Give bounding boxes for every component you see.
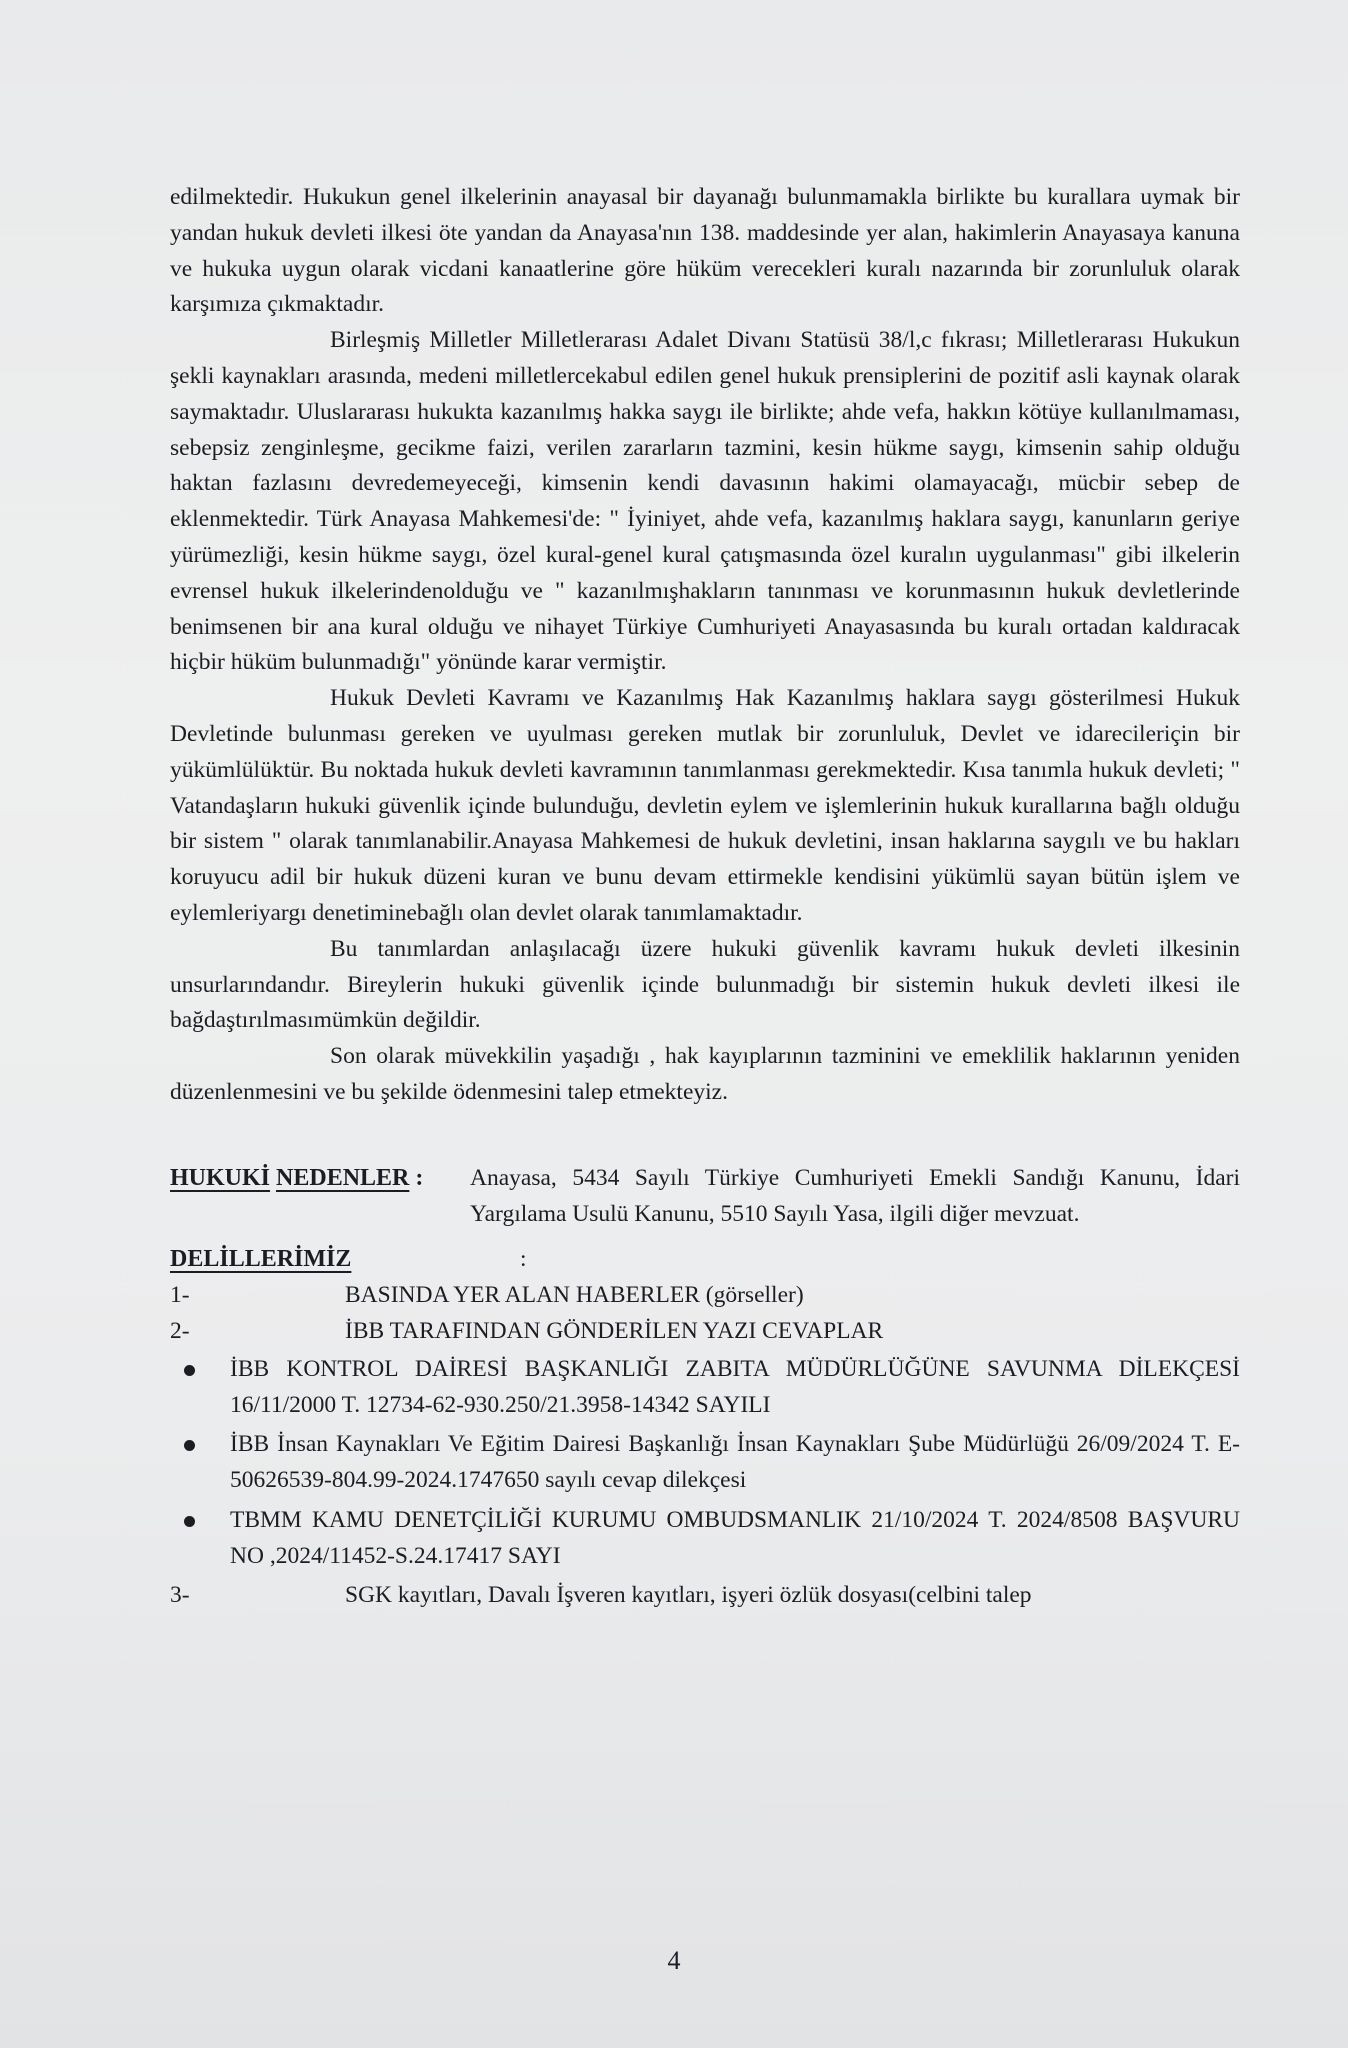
- evidence-item-2: [170, 1314, 1240, 1350]
- paragraph-request: Son olarak müvekkilin yaşadığı , hak kayıplarının tazminini ve emeklilik haklarının yeniden düzenlenmesini ve bu şekilde ödenmesini talep etmekteyiz.: [170, 1043, 1240, 1105]
- paragraph-un-statute: Birleşmiş Milletler Milletlerarası Adalet Divanı Statüsü 38/l,c fıkrası; Milletlerarası Hukukun şekli kaynakları arasında, medeni milletlercekabul edilen genel hukuk prensiplerini de pozitif asli kaynak olarak saymaktadır. Uluslararası hukukta kazanılmış hakka saygı ile birlikte; ahde vefa, hakkın kötüye kullanılmaması, sebepsiz zenginleşme, gecikme faizi, verilen zararların tazmini, kesin hükme saygı, kimsenin sahip olduğu haktan fazlasını devredemeyeceği, kimsenin kendi davasının hakimi olamayacağı, mücbir sebep de eklenmektedir. Türk Anayasa Mahkemesi'de: " İyiniyet, ahde vefa, kazanılmış haklara saygı, kanunların geriye yürümezliği, kesin hükme saygı, özel kural-genel kural çatışmasında özel kuralın uygulanması" gibi ilkelerin evrensel hukuk ilkelerindenolduğu ve " kazanılmışhakların tanınması ve korunmasının hukuk devletlerinde benimsenen bir ana kural olduğu ve nihayet Türkiye Cumhuriyeti Anayasasında bu kuralı ortadan kaldıracak hiçbir hüküm bulunmadığı" yönünde karar vermiştir.: [170, 327, 1240, 676]
- evidence-bullet-item: TBMM KAMU DENETÇİLİĞİ KURUMU OMBUDSMANLIK 21/10/2024 T. 2024/8508 BAŞVURU NO ,2024/11452-S.24.17417 SAYI: [170, 1503, 1240, 1575]
- evidence-item-3: [170, 1578, 1240, 1614]
- evidence-heading: DELİLLERİMİZ: [170, 1246, 352, 1273]
- evidence-heading-row: [170, 1242, 1240, 1278]
- paragraph-legal-security: Bu tanımlardan anlaşılacağı üzere hukuki güvenlik kavramı hukuk devleti ilkesinin unsurlarındandır. Bireylerin hukuki güvenlik içinde bulunmadığı bir sistemin hukuk devleti ilkesi ile bağdaştırılmasımümkün değildir.: [170, 935, 1240, 1034]
- evidence-item-1: [170, 1278, 1240, 1314]
- evidence-item-text: BASINDA YER ALAN HABERLER (görseller): [345, 1282, 804, 1309]
- evidence-item-number: 1-: [170, 1282, 190, 1309]
- bullet-dot-icon: [184, 1365, 195, 1376]
- evidence-item-number: 3-: [170, 1582, 190, 1609]
- evidence-item-text: İBB TARAFINDAN GÖNDERİLEN YAZI CEVAPLAR: [345, 1317, 884, 1344]
- paragraph-rule-of-law: Hukuk Devleti Kavramı ve Kazanılmış Hak Kazanılmış haklara saygı gösterilmesi Hukuk Devletinde bulunması gereken ve uyulması gereken mutlak bir zorunluluk, Devlet ve idarecileriçin bir yükümlülüktür. Bu noktada hukuk devleti kavramının tanımlanması gerekmektedir. Kısa tanımla hukuk devleti; " Vatandaşların hukuki güvenlik içinde bulunduğu, devletin eylem ve işlemlerinin hukuk kurallarına bağlı olduğu bir sistem " olarak tanımlanabilir.Anayasa Mahkemesi de hukuk devletini, insan haklarına saygılı ve bu hakları koruyucu adil bir hukuk düzeni kuran ve bunu devam ettirmekle kendisini yükümlü sayan bütün işlem ve eylemleriyargı denetiminebağlı olan devlet olarak tanımlamaktadır.: [170, 685, 1240, 926]
- evidence-colon: :: [520, 1246, 527, 1273]
- legal-grounds-section: [170, 1161, 1240, 1233]
- evidence-bullet-list: [170, 1352, 1240, 1575]
- evidence-bullet-item: İBB KONTROL DAİRESİ BAŞKANLIĞI ZABITA MÜDÜRLÜĞÜNE SAVUNMA DİLEKÇESİ 16/11/2000 T. 12734-62-930.250/21.3958-14342 SAYILI: [170, 1352, 1240, 1424]
- page-number: 4: [667, 1946, 681, 1975]
- evidence-item-number: 2-: [170, 1317, 190, 1344]
- legal-grounds-heading: HUKUKİ NEDENLER :: [170, 1164, 424, 1191]
- bullet-dot-icon: [184, 1440, 195, 1451]
- paragraph-intro: edilmektedir. Hukukun genel ilkelerinin anayasal bir dayanağı bulunmamakla birlikte bu kurallara uymak bir yandan hukuk devleti ilkesi öte yandan da Anayasa'nın 138. maddesinde yer alan, hakimlerin Anayasaya kanuna ve hukuka uygun olarak vicdani kanaatlerine göre hüküm verecekleri kuralı nazarında bir zorunluluk olarak karşımıza çıkmaktadır.: [170, 184, 1240, 318]
- evidence-item-text: SGK kayıtları, Davalı İşveren kayıtları, işyeri özlük dosyası(celbini talep: [345, 1582, 1032, 1609]
- bullet-dot-icon: [184, 1516, 195, 1527]
- legal-grounds-text: Anayasa, 5434 Sayılı Türkiye Cumhuriyeti Emekli Sandığı Kanunu, İdari Yargılama Usulü Kanunu, 5510 Sayılı Yasa, ilgili diğer mevzuat.: [470, 1164, 1240, 1227]
- document-body: [170, 180, 1240, 1614]
- evidence-bullet-item: İBB İnsan Kaynakları Ve Eğitim Dairesi Başkanlığı İnsan Kaynakları Şube Müdürlüğü 26/09/2024 T. E-50626539-804.99-2024.1747650 sayılı cevap dilekçesi: [170, 1427, 1240, 1499]
